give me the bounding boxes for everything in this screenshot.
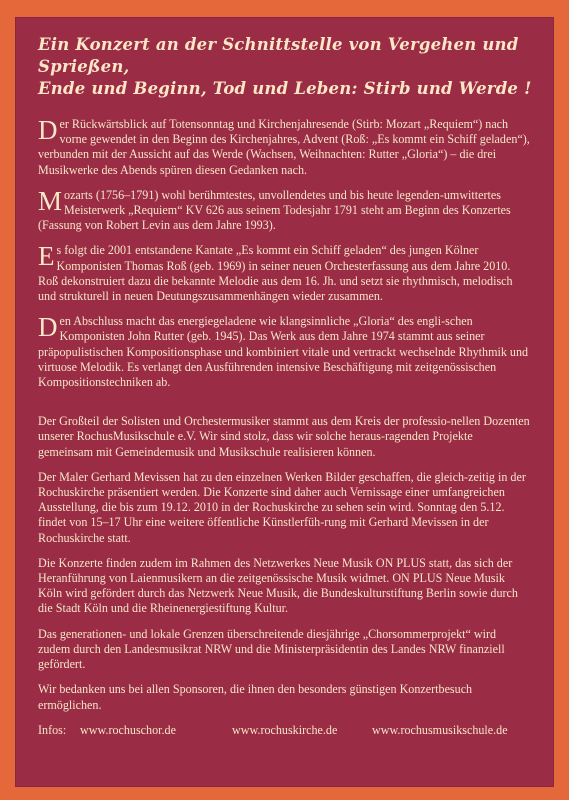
paragraph-text: s folgt die 2001 entstandene Kantate „Es kommt ein Schiff geladen“ des jungen Kölner Komponisten Thomas Roß (geb. 1969) in seiner neuen Orchesterfassung aus dem Jahre 2010. Roß dekonstruiert dazu die bekannte Melodie aus dem 16. Jh. und setzt sie rhythmisch, melodisch und strukturell in neuen Deutungszusammenhängen wieder zusammen. [38, 243, 513, 304]
drop-cap: D [38, 312, 58, 343]
info-paragraph-sponsors: Wir bedanken uns bei allen Sponsoren, die ihnen den besonders günstigen Konzertbesuch ermöglichen. [38, 682, 473, 712]
link-rochusmusikschule[interactable]: www.rochusmusikschule.de [372, 722, 508, 737]
paragraph-text: er Rückwärtsblick auf Totensonntag und Kirchenjahresende (Stirb: Mozart „Requiem“) nach vorne gewendet in den Beginn des Kirchenjahres, Advent (Roß: „Es kommt ein Schiff geladen“), verbunden mit der Aussicht auf das Werde (Wachsen, Weihnachten: Rutter „Gloria“) – die drei Musikwerke des Abends spüren diesen Gedanken nach. [38, 117, 530, 177]
section-spacer [38, 400, 530, 414]
paragraph-text: ozarts (1756–1791) wohl berühmtestes, unvollendetes und bis heute legenden-umwittertes Meisterwerk „Requiem“ KV 626 aus seinem Todesjahr 1791 steht am Beginn des Konzertes (Fassung von Robert Levin aus dem Jahre 1993). [38, 187, 511, 233]
infos-line [38, 723, 530, 738]
info-paragraph-on-plus: Die Konzerte finden zudem im Rahmen des Netzwerkes Neue Musik ON PLUS statt, das sich der Heranführung von Laienmusikern an die zeitgenössische Musik widmet. ON PLUS Neue Musik Köln wird gefördert durch das Netzwerk Neue Musik, die Bundeskulturstiftung Berlin sowie durch die Stadt Köln und die Rheinenergiestiftung Kultur. [38, 555, 518, 616]
paragraph-text: en Abschluss macht das energiegeladene wie klangsinnliche „Gloria“ des engli-schen Komponisten John Rutter (geb. 1945). Das Werk aus dem Jahre 1974 stammt aus seiner präpopulistischen Kompositionsphase und kombiniert vitale und vertrackt wechselnde Rhythmik und virtuose Melodik. Es verlangt den Ausführenden intensive Beschäftigung mit zeitgenössischen Kompositionstechniken ab. [38, 314, 529, 390]
headline-line-2: Ende und Beginn, Tod und Leben: Stirb und Werde ! [38, 79, 532, 98]
headline [38, 34, 538, 100]
body-text [38, 117, 530, 738]
info-paragraph-musicians: Der Großteil der Solisten und Orchestermusiker stammt aus dem Kreis der professio-nellen Dozenten unserer RochusMusikschule e.V. Wir sind stolz, dass wir solche heraus-ragenden Projekte gemeinsam mit Gemeindemusik und Musikschule realisieren können. [38, 414, 530, 459]
link-rochuschor[interactable]: www.rochuschor.de [80, 722, 176, 737]
info-paragraph-funding: Das generationen- und lokale Grenzen überschreitende diesjährige „Chorsommerprojekt“ wird zudem durch den Landesmusikrat NRW und die Ministerpräsidentin des Landes NRW finanziell gefördert. [38, 626, 505, 672]
info-paragraph-exhibition: Der Maler Gerhard Mevissen hat zu den einzelnen Werken Bilder geschaffen, die gleich-zeitig in der Rochuskirche präsentiert werden. Die Konzerte sind daher auch Vernissage einer umfangreichen Ausstellung, die bis zum 19.12. 2010 in der Rochuskirche zu sehen sein wird. Sonntag den 5.12. findet von 15–17 Uhr eine weitere öffentliche Künstlerfüh-rung mit Gerhard Mevissen in der Rochuskirche statt. [38, 469, 526, 545]
intro-paragraph-requiem-overview [38, 117, 530, 178]
drop-cap: M [38, 185, 63, 216]
headline-line-1: Ein Konzert an der Schnittstelle von Vergehen und Sprießen, [38, 35, 519, 76]
intro-paragraph-rutter [38, 314, 530, 390]
infos-label: Infos: [38, 722, 67, 737]
intro-paragraph-mozart [38, 185, 530, 234]
intro-paragraph-ross [38, 243, 530, 304]
drop-cap: E [38, 241, 55, 272]
drop-cap: D [38, 115, 58, 145]
link-rochuskirche[interactable]: www.rochuskirche.de [232, 722, 338, 737]
